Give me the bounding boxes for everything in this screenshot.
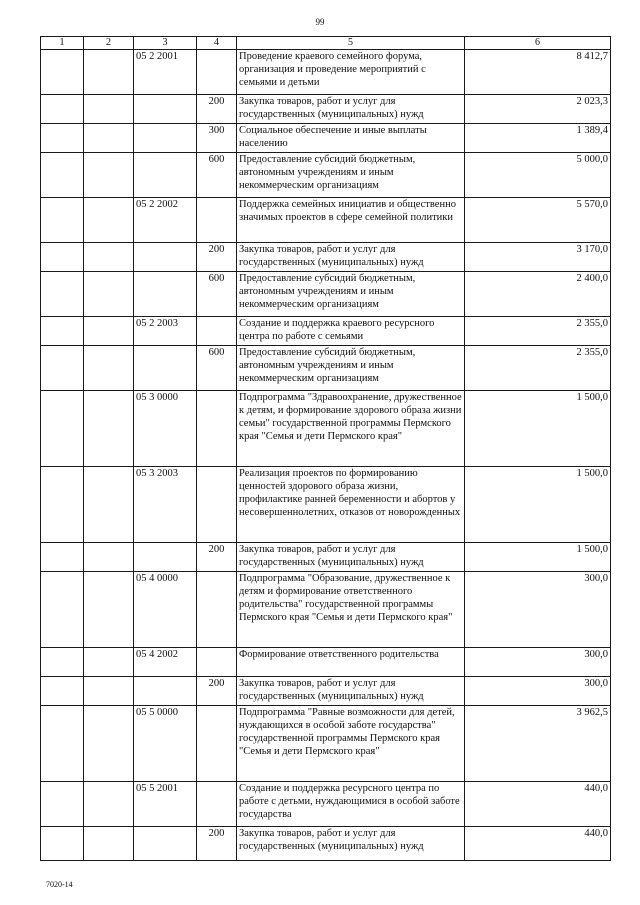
cell-expense-type: 200	[197, 827, 237, 861]
cell-amount: 440,0	[465, 782, 611, 827]
cell-amount: 2 023,3	[465, 95, 611, 124]
cell-col-2	[84, 346, 134, 391]
cell-expense-type	[197, 706, 237, 782]
cell-expense-type: 600	[197, 346, 237, 391]
cell-description: Создание и поддержка краевого ресурсного центра по работе с семьями	[237, 317, 465, 346]
cell-expense-type	[197, 50, 237, 95]
cell-description: Предоставление субсидий бюджетным, автономным учреждениям и иным некоммерческим организациям	[237, 272, 465, 317]
cell-col-2	[84, 572, 134, 648]
header-col-5: 5	[237, 37, 465, 50]
cell-target-code: 05 5 2001	[134, 782, 197, 827]
cell-amount: 440,0	[465, 827, 611, 861]
cell-col-1	[41, 467, 84, 543]
cell-col-1	[41, 677, 84, 706]
cell-target-code: 05 3 0000	[134, 391, 197, 467]
table-row	[41, 124, 611, 153]
cell-target-code	[134, 543, 197, 572]
cell-description: Социальное обеспечение и иные выплаты населению	[237, 124, 465, 153]
cell-col-1	[41, 153, 84, 198]
cell-col-2	[84, 543, 134, 572]
cell-col-2	[84, 782, 134, 827]
cell-amount: 5 000,0	[465, 153, 611, 198]
cell-col-2	[84, 50, 134, 95]
cell-description: Подпрограмма "Равные возможности для детей, нуждающихся в особой заботе государства" государственной программы Пермского края "Семья и дети Пермского края"	[237, 706, 465, 782]
table-row	[41, 153, 611, 198]
cell-target-code	[134, 95, 197, 124]
cell-description: Предоставление субсидий бюджетным, автономным учреждениям и иным некоммерческим организациям	[237, 153, 465, 198]
cell-description: Поддержка семейных инициатив и общественно значимых проектов в сфере семейной политики	[237, 198, 465, 243]
cell-col-2	[84, 391, 134, 467]
cell-col-2	[84, 198, 134, 243]
table-row	[41, 677, 611, 706]
cell-expense-type: 200	[197, 95, 237, 124]
cell-amount: 2 400,0	[465, 272, 611, 317]
cell-target-code	[134, 677, 197, 706]
table-row	[41, 467, 611, 543]
table-header-row	[41, 37, 611, 50]
cell-col-2	[84, 317, 134, 346]
cell-expense-type: 600	[197, 272, 237, 317]
cell-col-2	[84, 243, 134, 272]
cell-description: Подпрограмма "Образование, дружественное к детям и формирование ответственного родительства" государственной программы Пермского края "Семья и дети Пермского края"	[237, 572, 465, 648]
cell-amount: 300,0	[465, 572, 611, 648]
footer-code: 7020-14	[46, 880, 73, 889]
cell-amount: 3 962,5	[465, 706, 611, 782]
cell-expense-type	[197, 467, 237, 543]
cell-amount: 1 500,0	[465, 467, 611, 543]
cell-description: Формирование ответственного родительства	[237, 648, 465, 677]
cell-amount: 2 355,0	[465, 317, 611, 346]
cell-col-1	[41, 782, 84, 827]
cell-target-code	[134, 346, 197, 391]
cell-col-1	[41, 648, 84, 677]
cell-target-code	[134, 153, 197, 198]
cell-description: Предоставление субсидий бюджетным, автономным учреждениям и иным некоммерческим организациям	[237, 346, 465, 391]
cell-amount: 5 570,0	[465, 198, 611, 243]
cell-col-1	[41, 827, 84, 861]
cell-col-2	[84, 272, 134, 317]
header-col-6: 6	[465, 37, 611, 50]
page-number: 99	[315, 17, 325, 27]
budget-table	[40, 36, 611, 861]
table-row	[41, 198, 611, 243]
cell-expense-type: 300	[197, 124, 237, 153]
cell-expense-type: 200	[197, 243, 237, 272]
cell-col-1	[41, 706, 84, 782]
header-col-3: 3	[134, 37, 197, 50]
cell-col-2	[84, 95, 134, 124]
cell-target-code	[134, 272, 197, 317]
cell-target-code	[134, 243, 197, 272]
cell-expense-type: 200	[197, 543, 237, 572]
cell-col-2	[84, 677, 134, 706]
cell-col-2	[84, 648, 134, 677]
table-row	[41, 782, 611, 827]
cell-expense-type	[197, 391, 237, 467]
cell-target-code: 05 5 0000	[134, 706, 197, 782]
cell-expense-type	[197, 198, 237, 243]
cell-amount: 1 389,4	[465, 124, 611, 153]
cell-col-1	[41, 272, 84, 317]
cell-target-code: 05 2 2001	[134, 50, 197, 95]
cell-description: Закупка товаров, работ и услуг для государственных (муниципальных) нужд	[237, 243, 465, 272]
cell-expense-type	[197, 317, 237, 346]
cell-col-2	[84, 706, 134, 782]
cell-target-code	[134, 124, 197, 153]
cell-target-code: 05 2 2003	[134, 317, 197, 346]
cell-col-1	[41, 391, 84, 467]
cell-amount: 1 500,0	[465, 391, 611, 467]
table-row	[41, 648, 611, 677]
cell-description: Закупка товаров, работ и услуг для государственных (муниципальных) нужд	[237, 677, 465, 706]
cell-col-1	[41, 243, 84, 272]
cell-col-1	[41, 543, 84, 572]
cell-expense-type	[197, 648, 237, 677]
cell-col-2	[84, 153, 134, 198]
cell-amount: 300,0	[465, 648, 611, 677]
cell-description: Создание и поддержка ресурсного центра по работе с детьми, нуждающимися в особой заботе государства	[237, 782, 465, 827]
header-col-1: 1	[41, 37, 84, 50]
table-row	[41, 572, 611, 648]
table-row	[41, 706, 611, 782]
cell-col-1	[41, 95, 84, 124]
cell-expense-type	[197, 782, 237, 827]
cell-target-code: 05 3 2003	[134, 467, 197, 543]
cell-amount: 1 500,0	[465, 543, 611, 572]
cell-target-code: 05 4 0000	[134, 572, 197, 648]
cell-expense-type: 200	[197, 677, 237, 706]
header-col-4: 4	[197, 37, 237, 50]
cell-target-code: 05 2 2002	[134, 198, 197, 243]
cell-expense-type: 600	[197, 153, 237, 198]
cell-col-1	[41, 346, 84, 391]
cell-col-1	[41, 50, 84, 95]
cell-amount: 2 355,0	[465, 346, 611, 391]
table-row	[41, 95, 611, 124]
cell-col-1	[41, 317, 84, 346]
budget-table-body	[41, 50, 611, 861]
cell-amount: 8 412,7	[465, 50, 611, 95]
table-row	[41, 317, 611, 346]
cell-target-code: 05 4 2002	[134, 648, 197, 677]
header-col-2: 2	[84, 37, 134, 50]
cell-col-2	[84, 124, 134, 153]
table-row	[41, 50, 611, 95]
cell-col-2	[84, 467, 134, 543]
table-row	[41, 391, 611, 467]
cell-col-2	[84, 827, 134, 861]
cell-col-1	[41, 124, 84, 153]
cell-description: Закупка товаров, работ и услуг для государственных (муниципальных) нужд	[237, 95, 465, 124]
table-row	[41, 827, 611, 861]
cell-amount: 3 170,0	[465, 243, 611, 272]
cell-expense-type	[197, 572, 237, 648]
table-row	[41, 346, 611, 391]
cell-description: Проведение краевого семейного форума, организация и проведение мероприятий с семьями и детьми	[237, 50, 465, 95]
table-row	[41, 243, 611, 272]
cell-description: Реализация проектов по формированию ценностей здорового образа жизни, профилактике ранней беременности и абортов у несовершеннолетних, отказов от новорожденных	[237, 467, 465, 543]
table-row	[41, 272, 611, 317]
cell-description: Закупка товаров, работ и услуг для государственных (муниципальных) нужд	[237, 827, 465, 861]
table-row	[41, 543, 611, 572]
cell-amount: 300,0	[465, 677, 611, 706]
cell-description: Закупка товаров, работ и услуг для государственных (муниципальных) нужд	[237, 543, 465, 572]
cell-description: Подпрограмма "Здравоохранение, дружественное к детям, и формирование здорового образа жизни семьи" государственной программы Пермского края "Семья и дети Пермского края"	[237, 391, 465, 467]
cell-col-1	[41, 572, 84, 648]
cell-target-code	[134, 827, 197, 861]
cell-col-1	[41, 198, 84, 243]
